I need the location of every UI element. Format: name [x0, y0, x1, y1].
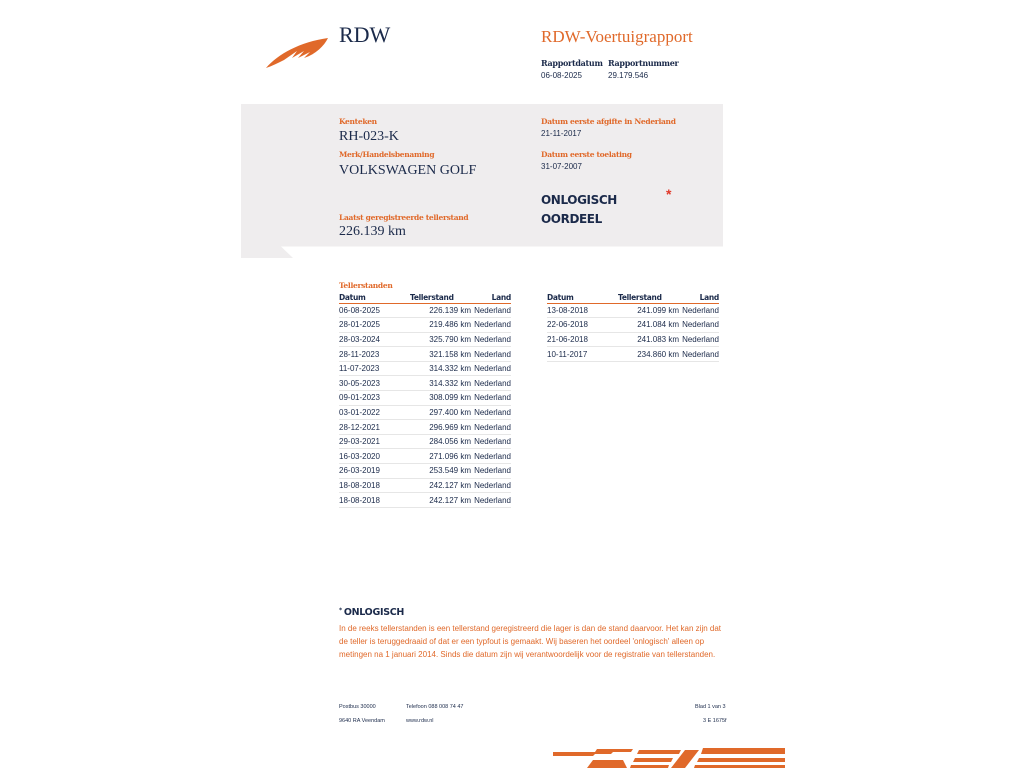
- reading-country: Nederland: [471, 332, 511, 347]
- footnote-mark: *: [339, 607, 342, 614]
- reading-odometer: 325.790 km: [409, 332, 471, 347]
- report-date: 06-08-2025: [541, 71, 582, 80]
- reading-odometer: 297.400 km: [409, 405, 471, 420]
- reading-odometer: 242.127 km: [409, 478, 471, 493]
- footnote-text: In de reeks tellerstanden is een tellerstand geregistreerd die lager is dan de stand daarvoor. Het kan zijn dat de teller is teruggedraaid of dat er een typfout is gemaakt. Wij baseren het oordeel 'onlogisch' alleen op metingen na 1 januari 2014. Sinds die datum zijn wij verantwoordelijk voor de registratie van tellerstanden.: [339, 624, 722, 659]
- col-date-header: Datum: [547, 292, 617, 303]
- rdw-feather-logo-icon: [264, 34, 330, 70]
- report-number: 29.179.546: [608, 71, 649, 80]
- table-row: [339, 478, 511, 493]
- reading-country: Nederland: [471, 405, 511, 420]
- footnote-title: [339, 607, 404, 618]
- table-header-row: [547, 292, 719, 303]
- reading-country: Nederland: [471, 376, 511, 391]
- rdw-stripes-decoration-icon: [553, 746, 785, 768]
- table-row: [339, 405, 511, 420]
- footnote-title-text: ONLOGISCH: [343, 607, 405, 618]
- reading-country: Nederland: [679, 318, 719, 333]
- reading-date: 21-06-2018: [547, 332, 617, 347]
- report-date-label: Rapportdatum: [541, 58, 603, 68]
- table-row: [339, 376, 511, 391]
- reading-date: 28-03-2024: [339, 332, 409, 347]
- footer-postcode: 9640 RA Veendam: [339, 718, 385, 724]
- footer-document-code: 3 E 1675f: [703, 718, 727, 724]
- brand-name: RDW: [339, 22, 391, 47]
- reading-date: 16-03-2020: [339, 449, 409, 464]
- table-row: [339, 303, 511, 318]
- reading-date: 10-11-2017: [547, 347, 617, 362]
- table-header-row: [339, 292, 511, 303]
- first-admission-label: Datum eerste toelating: [541, 150, 632, 159]
- reading-odometer: 284.056 km: [409, 434, 471, 449]
- reading-date: 29-03-2021: [339, 434, 409, 449]
- reading-country: Nederland: [471, 391, 511, 406]
- reading-date: 26-03-2019: [339, 464, 409, 479]
- table-row: [547, 332, 719, 347]
- reading-date: 03-01-2022: [339, 405, 409, 420]
- reading-odometer: 296.969 km: [409, 420, 471, 435]
- reading-date: 28-01-2025: [339, 318, 409, 333]
- col-odometer-header: Tellerstand: [617, 292, 679, 303]
- verdict-asterisk: *: [666, 186, 672, 202]
- table-row: [339, 347, 511, 362]
- table-row: [339, 391, 511, 406]
- reading-odometer: 234.860 km: [617, 347, 679, 362]
- table-row: [339, 332, 511, 347]
- reading-odometer: 308.099 km: [409, 391, 471, 406]
- reading-odometer: 241.084 km: [617, 318, 679, 333]
- reading-odometer: 314.332 km: [409, 376, 471, 391]
- reading-odometer: 271.096 km: [409, 449, 471, 464]
- reading-country: Nederland: [471, 347, 511, 362]
- first-issue-nl-label: Datum eerste afgifte in Nederland: [541, 117, 676, 126]
- footer-website[interactable]: www.rdw.nl: [406, 718, 434, 724]
- readings-table-right: [547, 292, 719, 362]
- reading-date: 13-08-2018: [547, 303, 617, 318]
- footer-postbus: Postbus 30000: [339, 704, 376, 710]
- table-row: [547, 347, 719, 362]
- col-country-header: Land: [471, 292, 511, 303]
- readings-title: Tellerstanden: [339, 281, 393, 290]
- reading-odometer: 241.083 km: [617, 332, 679, 347]
- table-row: [339, 493, 511, 508]
- first-admission-value: 31-07-2007: [541, 162, 582, 171]
- make-value: VOLKSWAGEN GOLF: [339, 163, 477, 178]
- reading-date: 22-06-2018: [547, 318, 617, 333]
- reading-odometer: 253.549 km: [409, 464, 471, 479]
- reading-date: 30-05-2023: [339, 376, 409, 391]
- footer-page-number: Blad 1 van 3: [695, 704, 726, 710]
- reading-country: Nederland: [471, 464, 511, 479]
- table-row: [547, 318, 719, 333]
- vehicle-summary-band: [241, 104, 723, 258]
- reading-date: 18-08-2018: [339, 493, 409, 508]
- reading-country: Nederland: [471, 449, 511, 464]
- reading-country: Nederland: [679, 303, 719, 318]
- plate-value: RH-023-K: [339, 129, 399, 144]
- col-date-header: Datum: [339, 292, 409, 303]
- verdict-line-1: ONLOGISCH: [541, 193, 617, 207]
- reading-odometer: 241.099 km: [617, 303, 679, 318]
- reading-date: 28-11-2023: [339, 347, 409, 362]
- reading-date: 28-12-2021: [339, 420, 409, 435]
- readings-table-left: [339, 292, 511, 508]
- reading-odometer: 226.139 km: [409, 303, 471, 318]
- table-row: [339, 464, 511, 479]
- verdict-line-2: OORDEEL: [541, 212, 602, 226]
- reading-odometer: 219.486 km: [409, 318, 471, 333]
- table-row: [339, 434, 511, 449]
- report-title: RDW-Voertuigrapport: [541, 27, 693, 46]
- reading-country: Nederland: [471, 434, 511, 449]
- table-row: [339, 449, 511, 464]
- reading-odometer: 242.127 km: [409, 493, 471, 508]
- reading-odometer: 314.332 km: [409, 361, 471, 376]
- reading-date: 09-01-2023: [339, 391, 409, 406]
- reading-date: 18-08-2018: [339, 478, 409, 493]
- table-row: [339, 420, 511, 435]
- reading-country: Nederland: [471, 303, 511, 318]
- odometer-verdict: [541, 191, 617, 229]
- col-odometer-header: Tellerstand: [409, 292, 471, 303]
- table-row: [547, 303, 719, 318]
- reading-country: Nederland: [679, 347, 719, 362]
- reading-odometer: 321.158 km: [409, 347, 471, 362]
- reading-country: Nederland: [679, 332, 719, 347]
- report-number-label: Rapportnummer: [608, 58, 679, 68]
- reading-country: Nederland: [471, 361, 511, 376]
- table-row: [339, 318, 511, 333]
- first-issue-nl-value: 21-11-2017: [541, 129, 582, 138]
- reading-country: Nederland: [471, 420, 511, 435]
- table-row: [339, 361, 511, 376]
- reading-date: 06-08-2025: [339, 303, 409, 318]
- odometer-label: Laatst geregistreerde tellerstand: [339, 213, 469, 222]
- reading-country: Nederland: [471, 493, 511, 508]
- footer-phone: Telefoon 088 008 74 47: [406, 704, 464, 710]
- odometer-value: 226.139 km: [339, 224, 406, 239]
- make-label: Merk/Handelsbenaming: [339, 150, 435, 159]
- reading-country: Nederland: [471, 478, 511, 493]
- plate-label: Kenteken: [339, 117, 377, 126]
- reading-date: 11-07-2023: [339, 361, 409, 376]
- col-country-header: Land: [679, 292, 719, 303]
- reading-country: Nederland: [471, 318, 511, 333]
